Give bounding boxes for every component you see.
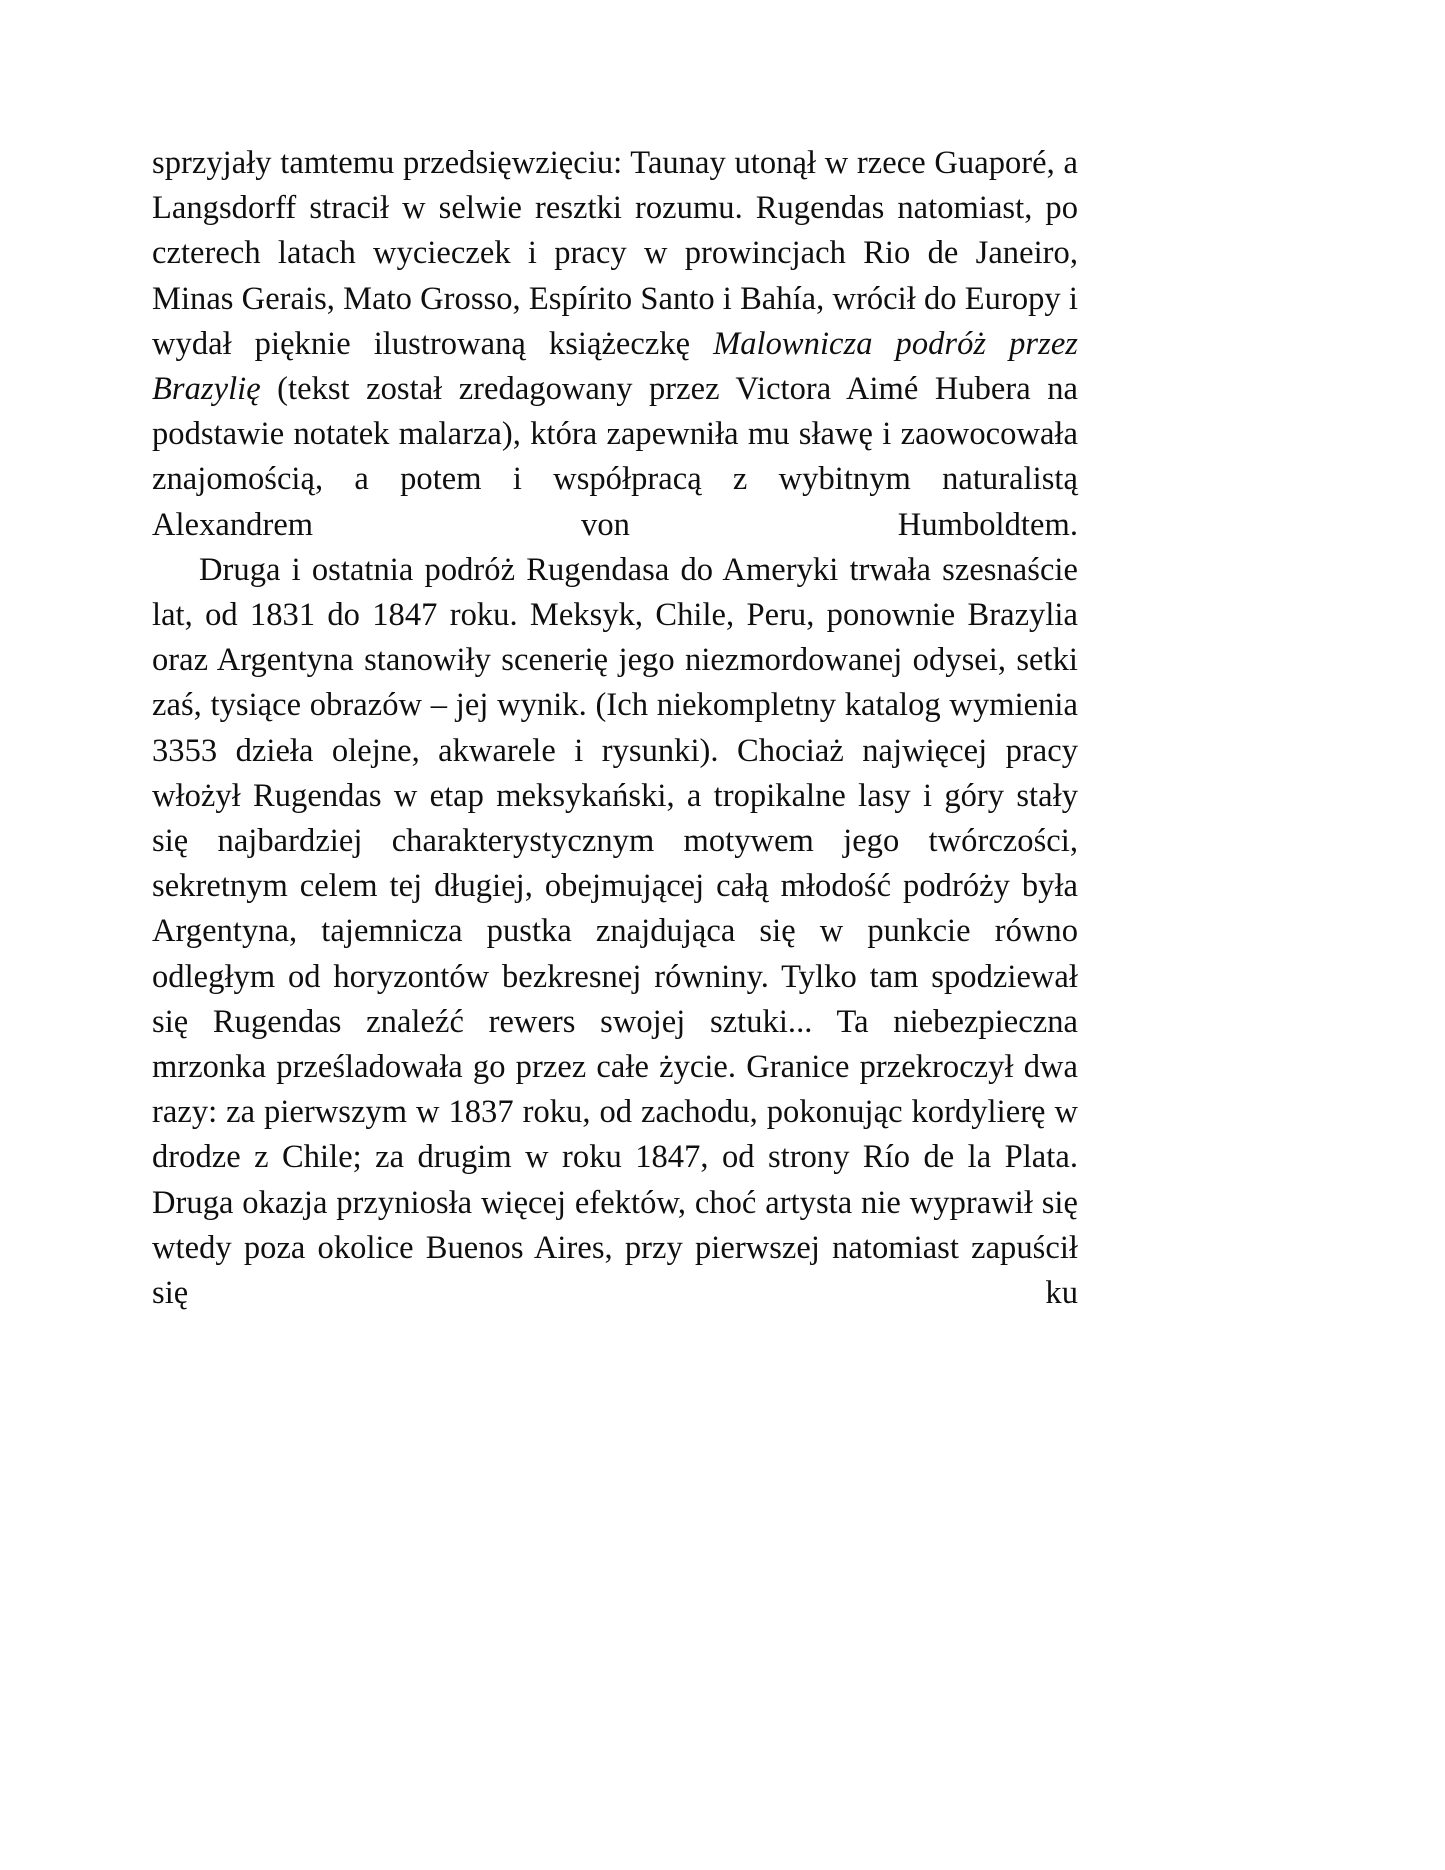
paragraph-1-run-3: (tekst został zredagowany przez Victora Aimé Hubera na podstawie notatek malarza), która zapewniła mu sławę i zaowocowała znajomością, a potem i współpracą z wybitnym naturalistą Alexandrem von Humboldtem.	[152, 371, 1078, 543]
paragraph-1-run-1: sprzyjały tamtemu przedsięwzięciu: Taunay utonął w rzece Guaporé, a Langsdorff stracił w selwie resztki rozumu. Rugendas natomiast, po czterech latach wycieczek i pracy w prowincjach Rio de Janeiro, Minas Gerais, Mato Grosso, Espírito Santo i Bahía, wrócił do Europy i wydał pięknie ilustrowaną książeczkę	[152, 145, 1078, 362]
body-text-column	[152, 141, 1078, 1316]
paragraph-1	[152, 141, 1078, 548]
paragraph-2	[152, 548, 1078, 1316]
paragraph-2-run-1: Druga i ostatnia podróż Rugendasa do Ameryki trwała szesnaście lat, od 1831 do 1847 roku. Meksyk, Chile, Peru, ponownie Brazylia oraz Argentyna stanowiły scenerię jego niezmordowanej odysei, setki zaś, tysiące obrazów – jej wynik. (Ich niekompletny katalog wymienia 3353 dzieła olejne, akwarele i rysunki). Chociaż najwięcej pracy włożył Rugendas w etap meksykański, a tropikalne lasy i góry stały się najbardziej charakterystycznym motywem jego twórczości, sekretnym celem tej długiej, obejmującej całą młodość podróży była Argentyna, tajemnicza pustka znajdująca się w punkcie równo odległym od horyzontów bezkresnej równiny. Tylko tam spodziewał się Rugendas znaleźć rewers swojej sztuki... Ta niebezpieczna mrzonka prześladowała go przez całe życie. Granice przekroczył dwa razy: za pierwszym w 1837 roku, od zachodu, pokonując kordylierę w drodze z Chile; za drugim w roku 1847, od strony Río de la Plata. Druga okazja przyniosła więcej efektów, choć artysta nie wyprawił się wtedy poza okolice Buenos Aires, przy pierwszej natomiast zapuścił się ku	[152, 551, 1078, 1312]
book-title-italic: Malownicza podróż przez Brazylię	[152, 325, 1078, 408]
